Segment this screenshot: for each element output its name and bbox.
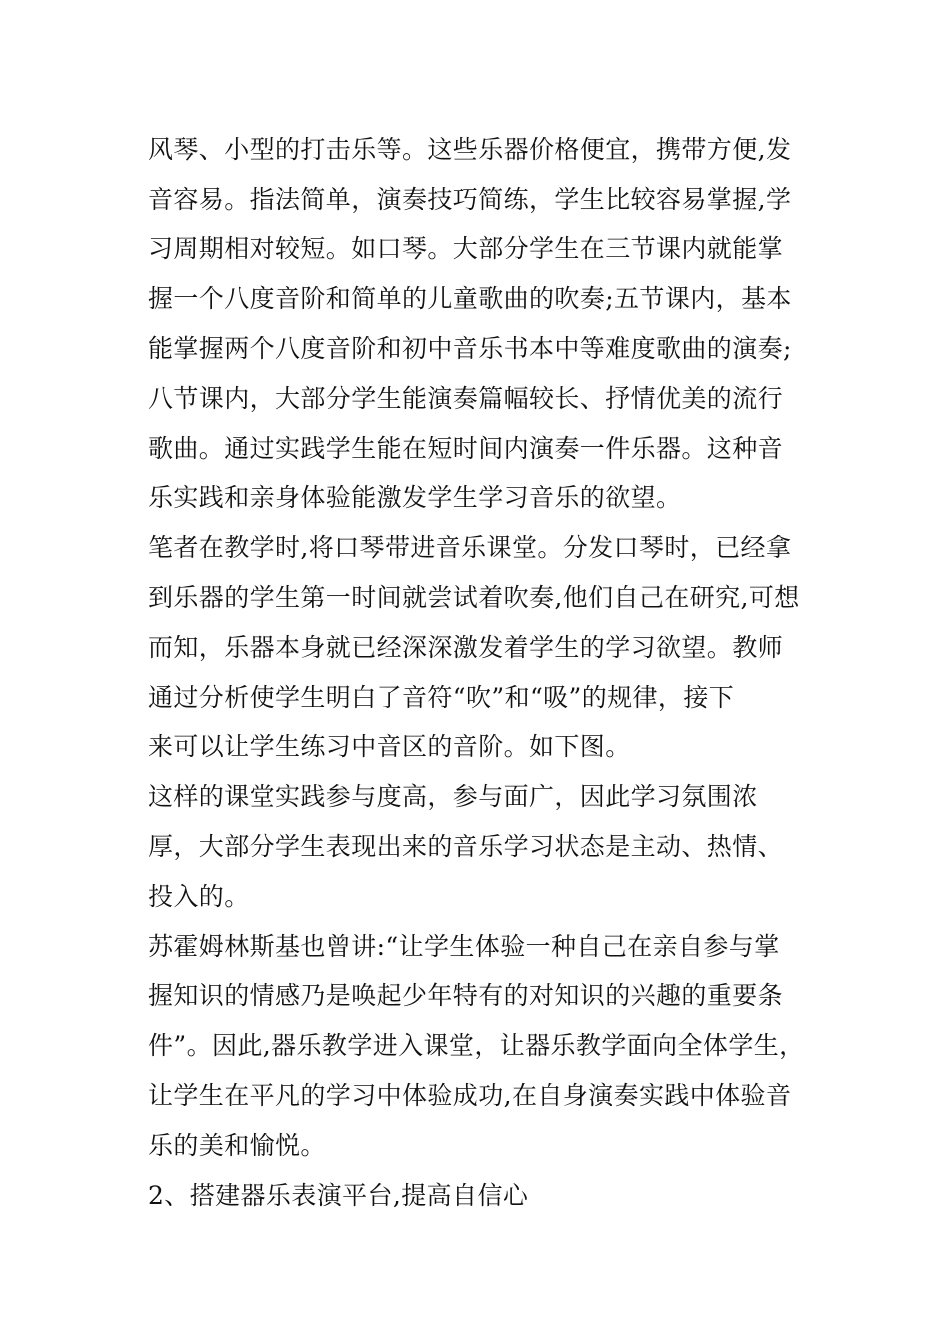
text-line: 到乐器的学生第一时间就尝试着吹奏,他们自己在研究,可想: [148, 583, 800, 612]
text-line: 习周期相对较短。如口琴。大部分学生在三节课内就能掌: [148, 234, 784, 263]
text-line: 投入的。: [148, 882, 250, 911]
text-line: 件”。因此,器乐教学进入课堂，让器乐教学面向全体学生，: [148, 1031, 805, 1060]
text-line: 握知识的情感乃是唤起少年特有的对知识的兴趣的重要条: [148, 981, 784, 1010]
text-line: 让学生在平凡的学习中体验成功,在自身演奏实践中体验音: [148, 1081, 792, 1110]
text-line: 能掌握两个八度音阶和初中音乐书本中等难度歌曲的演奏;: [148, 334, 792, 363]
text-line: 乐实践和亲身体验能激发学生学习音乐的欲望。: [148, 483, 682, 512]
text-line: 而知，乐器本身就已经深深激发着学生的学习欲望。教师: [148, 633, 784, 662]
text-line: 笔者在教学时,将口琴带进音乐课堂。分发口琴时，已经拿: [148, 533, 792, 562]
text-line: 这样的课堂实践参与度高，参与面广，因此学习氛围浓: [148, 782, 758, 811]
text-line: 风琴、小型的打击乐等。这些乐器价格便宜，携带方便,发: [148, 135, 792, 164]
text-line: 握一个八度音阶和简单的儿童歌曲的吹奏;五节课内，基本: [148, 284, 792, 313]
text-line: 通过分析使学生明白了音符“吹”和“吸”的规律，接下: [148, 683, 735, 712]
text-line: 八节课内，大部分学生能演奏篇幅较长、抒情优美的流行: [148, 384, 784, 413]
text-line: 音容易。指法简单，演奏技巧简练，学生比较容易掌握,学: [148, 185, 792, 214]
text-line: 苏霍姆林斯基也曾讲:“让学生体验一种自己在亲自参与掌: [148, 932, 780, 961]
text-line: 厚，大部分学生表现出来的音乐学习状态是主动、热情、: [148, 832, 784, 861]
text-line: 乐的美和愉悦。: [148, 1131, 326, 1160]
text-line: 歌曲。通过实践学生能在短时间内演奏一件乐器。这种音: [148, 434, 784, 463]
section-heading: 2、搭建器乐表演平台,提高自信心: [148, 1181, 529, 1210]
text-line: 来可以让学生练习中音区的音阶。如下图。: [148, 732, 631, 761]
